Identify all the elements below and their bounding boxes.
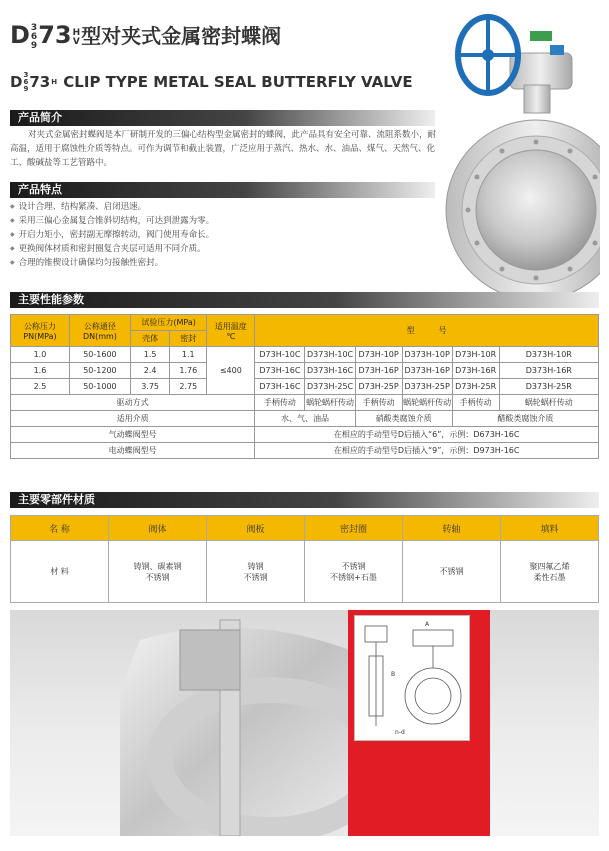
closeup-valve-graphic — [120, 610, 380, 836]
drawing-label-b: B — [391, 671, 396, 678]
feature-item: ◆ 开启力矩小，密封副无摩擦转动，阀门使用寿命长。 — [10, 228, 440, 242]
materials-table: 名 称 阀体 阀板 密封圈 转轴 填料 材 料 铸钢、碳素钢 不锈钢 铸钢 不锈钢 不锈钢 不锈钢+石墨 不锈钢 聚四氟乙烯 柔性石墨 — [10, 515, 599, 603]
title-cn-rest: 型对夹式金属密封蝶阀 — [81, 24, 282, 48]
section-performance-heading: 主要性能参数 — [10, 292, 599, 308]
technical-drawing — [354, 615, 470, 741]
section-features-heading: 产品特点 — [10, 182, 435, 198]
section-intro-heading: 产品简介 — [10, 110, 435, 126]
feature-item: ◆ 合理的锥楔设计确保均匀接触性密封。 — [10, 256, 440, 270]
title-model: 73 — [38, 21, 72, 49]
sub-letters: H V — [72, 27, 81, 47]
feature-item: ◆ 设计合理、结构紧凑、启闭迅速。 — [10, 200, 440, 214]
drawing-label-a: A — [425, 621, 430, 628]
performance-table: 公称压力 PN(MPa) 公称通径 DN(mm) 试验压力(MPa) 适用温度 ℃ 型 号 壳体 密封 1.0 50-1600 1.5 1.1 ≤400 D73H-10C D373H-10C D73H-10P D373H-10P D73H-10R D373H-10R 1.6 50-1200 2.4 1.76 D73H-16C D373H-16C D73H-16P D373H-16P D73H-16R D373H-16R 2.5 50-1000 3.75 2.75 D73H-16C D373H-25C D73H-25P D373H-25P D73H-25R D373H-25R 驱动方式 手柄传动 蜗轮蜗杆传动 手柄传动 蜗轮蜗杆传动 手柄传动 蜗轮蜗杆传动 适用介质 水、气、油品 硝酸类腐蚀介质 醋酸类腐蚀介质 气动蝶阀型号 在相应的手动型号D后插入“6”，示例：D673H-16C 电动蝶阀型号 在相应的手动型号D后插入“9”，示例：D973H-16C — [10, 314, 599, 459]
section-materials-heading: 主要零部件材质 — [10, 492, 599, 508]
feature-item: ◆ 更换阀体材质和密封圈复合夹层可适用不同介质。 — [10, 242, 440, 256]
features-list — [10, 200, 440, 270]
drawing-label-nd: n-d — [395, 729, 405, 736]
valve-photo — [440, 5, 600, 310]
series-digits: 3 6 9 — [30, 23, 38, 51]
intro-text: 对夹式金属密封蝶阀是本厂研制开发的三偏心结构型金属密封的蝶阀，此产品具有安全可靠、流阻系数小，耐高温，适用于腐蚀性介质等特点。可作为调节和截止装置，广泛应用于蒸汽、热水、水、油品、煤气、天然气、化工、酸碱盐等工艺管路中。 — [10, 130, 437, 168]
title-cn — [10, 20, 281, 51]
title-prefix: D — [10, 21, 30, 49]
feature-item: ◆ 采用三偏心金属复合锥斜切结构，可达到泄露为零。 — [10, 214, 440, 228]
title-en: D3 6 973H CLIP TYPE METAL SEAL BUTTERFLY VALVE — [10, 71, 413, 93]
title-en-rest: CLIP TYPE METAL SEAL BUTTERFLY VALVE — [63, 73, 413, 91]
